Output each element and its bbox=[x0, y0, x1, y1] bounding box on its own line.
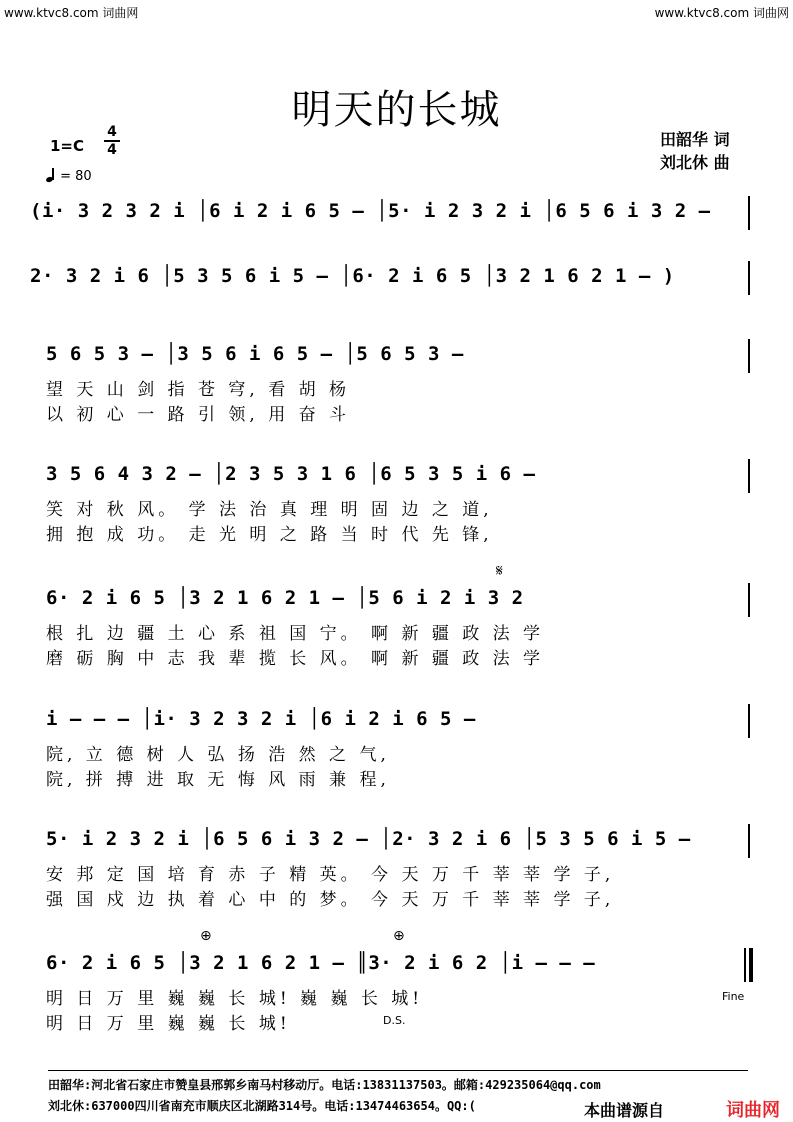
lyric-verse-2: 院, 拼 搏 进 取 无 悔 风 雨 兼 程, bbox=[46, 770, 390, 790]
lyric-verse-1: 明 日 万 里 巍 巍 长 城! 巍 巍 长 城! bbox=[46, 989, 424, 1009]
lyric-verse-1: 望 天 山 剑 指 苍 穹, 看 胡 杨 bbox=[46, 380, 351, 400]
lyric-verse-1: 院, 立 德 树 人 弘 扬 浩 然 之 气, bbox=[46, 745, 390, 765]
quarter-note-icon bbox=[46, 168, 56, 182]
footer-divider bbox=[48, 1070, 748, 1071]
time-signature bbox=[104, 124, 120, 158]
lyric-verse-1: 笑 对 秋 风。 学 法 治 真 理 明 固 边 之 道, bbox=[46, 500, 493, 520]
lyric-verse-2: 以 初 心 一 路 引 领, 用 奋 斗 bbox=[46, 405, 351, 425]
barline bbox=[748, 704, 750, 738]
barline bbox=[748, 583, 750, 617]
lyricist-credit: 田韶华 词 bbox=[660, 130, 730, 149]
footer-lyricist-contact: 田韶华:河北省石家庄市赞皇县邢郭乡南马村移动厅。电话:13831137503。邮箱:429235064@qq.com bbox=[48, 1078, 601, 1092]
coda-mark: ⊕ bbox=[200, 928, 212, 944]
lyric-verse-2: 磨 砺 胸 中 志 我 辈 揽 长 风。 啊 新 疆 政 法 学 bbox=[46, 649, 545, 669]
barline bbox=[748, 339, 750, 373]
watermark-left: www.ktvc8.com 词曲网 bbox=[4, 6, 139, 20]
music-line: 2· 3 2 i 6 │5 3 5 6 i 5 – │6· 2 i 6 5 │3 2 1 6 2 1 – ) bbox=[30, 265, 675, 287]
music-line: (i· 3 2 3 2 i │6 i 2 i 6 5 – │5· i 2 3 2 i │6 5 6 i 3 2 – bbox=[30, 200, 711, 222]
barline bbox=[748, 261, 750, 295]
lyric-verse-1: 安 邦 定 国 培 育 赤 子 精 英。 今 天 万 千 莘 莘 学 子, bbox=[46, 865, 615, 885]
barline bbox=[748, 196, 750, 230]
site-logo: 词曲网 bbox=[726, 1100, 780, 1121]
source-stamp: 本曲谱源自 bbox=[582, 1098, 666, 1121]
barline bbox=[748, 459, 750, 493]
time-signature-top: 4 bbox=[107, 124, 117, 140]
coda-mark-2: ⊕ bbox=[393, 928, 405, 944]
tempo-value: = 80 bbox=[60, 169, 92, 184]
composer-credit: 刘北休 曲 bbox=[660, 153, 730, 172]
fine-mark: Fine bbox=[722, 990, 745, 1003]
lyric-verse-2: 拥 抱 成 功。 走 光 明 之 路 当 时 代 先 锋, bbox=[46, 525, 493, 545]
lyric-verse-2: 强 国 戍 边 执 着 心 中 的 梦。 今 天 万 千 莘 莘 学 子, bbox=[46, 890, 615, 910]
tempo-marking bbox=[46, 168, 92, 184]
music-line: i – – – │i· 3 2 3 2 i │6 i 2 i 6 5 – bbox=[46, 708, 476, 730]
key-signature: 1=C bbox=[50, 137, 85, 155]
barline bbox=[748, 824, 750, 858]
music-line: 6· 2 i 6 5 │3 2 1 6 2 1 – │5 6 i 2 i 3 2 bbox=[46, 587, 524, 609]
final-barline-thin bbox=[744, 948, 746, 982]
ds-mark: D.S. bbox=[383, 1014, 406, 1027]
music-line: 3 5 6 4 3 2 – │2 3 5 3 1 6 │6 5 3 5 i 6 – bbox=[46, 463, 536, 485]
music-line: 6· 2 i 6 5 │3 2 1 6 2 1 – ║3· 2 i 6 2 │i – – – bbox=[46, 952, 596, 974]
watermark-right: www.ktvc8.com 词曲网 bbox=[654, 6, 789, 20]
time-signature-bottom: 4 bbox=[104, 140, 120, 158]
music-line: 5 6 5 3 – │3 5 6 i 6 5 – │5 6 5 3 – bbox=[46, 343, 464, 365]
song-title: 明天的长城 bbox=[291, 87, 502, 133]
lyric-verse-2: 明 日 万 里 巍 巍 长 城! bbox=[46, 1014, 291, 1034]
lyric-verse-1: 根 扎 边 疆 土 心 系 祖 国 宁。 啊 新 疆 政 法 学 bbox=[46, 624, 545, 644]
final-barline-thick bbox=[749, 948, 753, 982]
footer-composer-contact: 刘北休:637000四川省南充市顺庆区北湖路314号。电话:13474463654。QQ:( bbox=[48, 1099, 476, 1113]
music-line: 5· i 2 3 2 i │6 5 6 i 3 2 – │2· 3 2 i 6 │5 3 5 6 i 5 – bbox=[46, 828, 691, 850]
segno-mark: 𝄋 bbox=[496, 561, 503, 580]
